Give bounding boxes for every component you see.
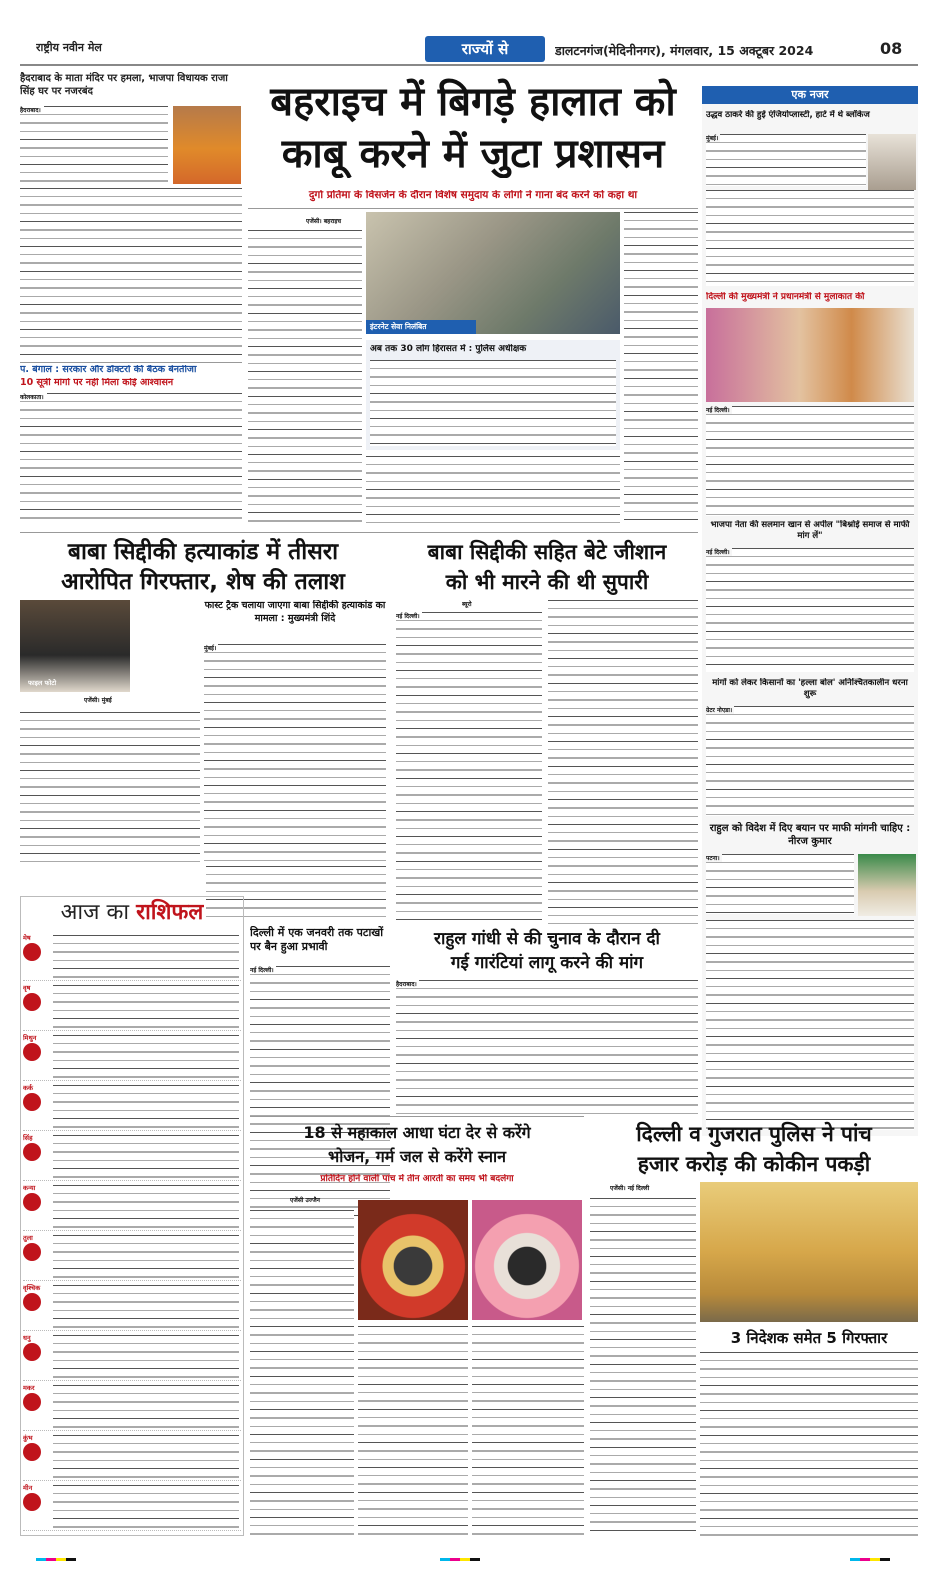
- rashi-symbol-icon: [23, 1243, 41, 1261]
- rashi-text: [53, 1285, 239, 1329]
- rashi-name: कन्या: [23, 1184, 36, 1192]
- dateline: नई दिल्ली।: [706, 407, 730, 414]
- photo-mahakal-idol-2: [472, 1200, 582, 1320]
- rashi-symbol-icon: [23, 1343, 41, 1361]
- rashi-row: [23, 1083, 241, 1131]
- story-rahul-guarantees: [396, 928, 698, 1118]
- body-col3: [472, 1326, 584, 1538]
- rashi-symbol-icon: [23, 943, 41, 961]
- dateline: पटना।: [706, 855, 720, 862]
- rashi-symbol-icon: [23, 1193, 41, 1211]
- rashi-name: कर्क: [23, 1084, 33, 1092]
- rashi-name: सिंह: [23, 1134, 33, 1142]
- rashifal-title: [21, 897, 243, 929]
- body-text: [20, 106, 168, 184]
- byline: ब्यूरो: [462, 601, 472, 608]
- photo-cocaine-packets: [700, 1182, 918, 1322]
- photo-mahakal-idol-1: [358, 1200, 468, 1320]
- rashi-row: [23, 1383, 241, 1431]
- title-plain: आज का: [60, 900, 130, 925]
- photo-label: फाइल फोटो: [28, 679, 57, 687]
- body-text: [20, 188, 242, 358]
- dateline: नई दिल्ली।: [396, 613, 420, 620]
- lead-deck: दुर्गा प्रतिमा के विसर्जन के दौरान विशेष समुदाय के लोगों ने गाना बंद करने को कहा था: [308, 190, 638, 201]
- rashi-text: [53, 1335, 239, 1379]
- rashifal-box: [20, 896, 244, 1536]
- lead-headline-line2: काबू करने में जुटा प्रशासन: [281, 131, 665, 177]
- rashi-name: मिथुन: [23, 1034, 37, 1042]
- photo-uddhav: [868, 134, 916, 190]
- rashi-text: [53, 1435, 239, 1479]
- sub-headline: फास्ट ट्रैक चलाया जाएगा बाबा सिद्दीकी हत्याकांड का मामला : मुख्यमंत्री शिंदे: [204, 600, 386, 624]
- headline-line2: को भी मारने की थी सुपारी: [445, 570, 649, 594]
- headline-line1: बाबा सिद्दीकी सहित बेटे जीशान: [427, 540, 667, 564]
- rashi-row: [23, 983, 241, 1031]
- rashi-text: [53, 1385, 239, 1429]
- story-siddiqui-supari: [396, 536, 698, 924]
- story-cocaine: [590, 1118, 918, 1538]
- rashi-row: [23, 1033, 241, 1081]
- subhead: 10 सूत्री मांगों पर नहीं मिला कोई आश्वासन: [20, 378, 174, 388]
- dateline: मुंबई।: [204, 645, 217, 652]
- lead-body-bottom: [366, 456, 620, 526]
- rashi-row: [23, 933, 241, 981]
- rashi-symbol-icon: [23, 1043, 41, 1061]
- dateline: नई दिल्ली।: [706, 549, 730, 556]
- rashi-name: वृष: [23, 984, 31, 992]
- masthead: [20, 36, 918, 66]
- lead-byline: एजेंसी। बहराइच: [306, 218, 342, 225]
- rashi-name: मीन: [23, 1484, 33, 1492]
- rashi-name: वृश्चिक: [23, 1284, 41, 1292]
- rashi-symbol-icon: [23, 1393, 41, 1411]
- headline-line1: राहुल गांधी से की चुनाव के दौरान दी: [434, 929, 660, 949]
- rashi-name: कुंभ: [23, 1434, 33, 1442]
- story-mahakal: [250, 1120, 584, 1540]
- rashi-text: [53, 935, 239, 979]
- item1-headline: उद्धव ठाकरे की हुई एंजियोप्लास्टी, हार्ट में थे ब्लॉकेज: [706, 110, 870, 120]
- photo-baba-siddiqui: [20, 600, 130, 692]
- item2-headline: दिल्ली की मुख्यमंत्री ने प्रधानमंत्री से मुलाकात की: [706, 292, 865, 302]
- section-tab: राज्यों से: [425, 36, 545, 62]
- rashi-row: [23, 1133, 241, 1181]
- rashi-text: [53, 1185, 239, 1229]
- sub-body: [204, 644, 386, 862]
- item3-headline: भाजपा नेता की सलमान खान से अपील "बिश्नोई समाज से माफी मांग लें": [710, 520, 910, 541]
- story-bengal: [20, 365, 242, 525]
- rashi-name: मेष: [23, 934, 31, 942]
- item4-body: [706, 706, 914, 816]
- ek-nazar-column: [702, 86, 918, 1136]
- body-col2: [548, 600, 698, 924]
- photo-pm-meeting: [706, 308, 914, 402]
- rashi-name: धनु: [23, 1334, 31, 1342]
- dateline: हैदराबाद।: [396, 981, 417, 988]
- rashi-name: मकर: [23, 1384, 35, 1392]
- item4-headline: मांगों को लेकर किसानों का 'हल्ला बोल' अनिश्चितकालीन धरना शुरू: [712, 678, 908, 699]
- page-number: 08: [880, 39, 903, 58]
- rashi-symbol-icon: [23, 993, 41, 1011]
- rashi-name: तुला: [23, 1234, 33, 1242]
- item1-body-cont: [706, 190, 914, 286]
- rashi-text: [53, 985, 239, 1029]
- headline-line2: हजार करोड़ की कोकीन पकड़ी: [637, 1152, 871, 1176]
- color-bar-center: [440, 1552, 500, 1561]
- dateline: कोलकाता।: [20, 393, 47, 401]
- headline: हैदराबाद के माता मंदिर पर हमला, भाजपा विधायक राजा सिंह घर पर नजरबंद: [20, 73, 228, 97]
- headline-line2: गई गारंटियां लागू करने की मांग: [450, 953, 644, 973]
- lead-body-col1: [248, 230, 362, 526]
- body-col1: [396, 612, 542, 924]
- rashi-symbol-icon: [23, 1093, 41, 1111]
- byline: एजेंसी। मुंबई: [84, 697, 112, 704]
- item3-body: [706, 548, 914, 672]
- photo-raja-singh: [173, 106, 241, 184]
- body: [396, 980, 698, 1116]
- rashi-text: [53, 1085, 239, 1129]
- headline: दिल्ली में एक जनवरी तक पटाखों पर बैन हुआ प्रभावी: [250, 926, 384, 953]
- byline: एजेंसी उज्जैन: [290, 1197, 320, 1204]
- byline: एजेंसी। नई दिल्ली: [610, 1185, 650, 1192]
- item2-body: [706, 406, 914, 516]
- sub-headline-box: [700, 1328, 918, 1348]
- color-bar-left: [36, 1552, 96, 1561]
- deck: प्रतिदिन होने वाली पांच में तीन आरती का समय भी बदलेगा: [320, 1174, 514, 1184]
- rashi-symbol-icon: [23, 1493, 41, 1511]
- rashi-row: [23, 1283, 241, 1331]
- rashi-symbol-icon: [23, 1143, 41, 1161]
- headline: प. बंगाल : सरकार और डॉक्टरों की बैठक बेनतीजा: [20, 365, 197, 375]
- body-col2: [700, 1352, 918, 1538]
- body-text: [20, 393, 242, 523]
- title-bold: राशिफल: [136, 900, 204, 925]
- headline-line2: आरोपित गिरफ्तार, शेष की तलाश: [61, 569, 345, 595]
- rashi-symbol-icon: [23, 1443, 41, 1461]
- item5-headline: राहुल को विदेश में दिए बयान पर माफी मांगनी चाहिए : नीरज कुमार: [709, 823, 911, 847]
- headline-line1: दिल्ली व गुजरात पुलिस ने पांच: [636, 1122, 872, 1146]
- body-col1: [590, 1198, 696, 1538]
- sub-story: [204, 600, 386, 862]
- body-col2: [358, 1326, 468, 1538]
- dateline: मुंबई।: [706, 135, 719, 142]
- story-siddiqui-arrest: [20, 536, 386, 866]
- dateline: नई दिल्ली।: [250, 967, 274, 974]
- box-text: [370, 360, 616, 446]
- rashi-text: [53, 1235, 239, 1279]
- item5-body: [706, 854, 854, 914]
- color-bar-right: [850, 1552, 910, 1561]
- masthead-logo: राष्ट्रीय नवीन मेल: [36, 41, 102, 54]
- rashi-row: [23, 1433, 241, 1481]
- headline-line1: बाबा सिद्दीकी हत्याकांड में तीसरा: [67, 539, 339, 565]
- rashifal-list: [23, 933, 241, 1533]
- item5-body-cont: [706, 920, 914, 1130]
- rashi-row: [23, 1233, 241, 1281]
- ek-nazar-header: एक नजर: [702, 86, 918, 104]
- rashi-row: [23, 1333, 241, 1381]
- rashi-row: [23, 1183, 241, 1231]
- rashi-text: [53, 1035, 239, 1079]
- headline-line2: भोजन, गर्म जल से करेंगे स्नान: [327, 1147, 507, 1166]
- dateline: हैदराबाद।: [20, 106, 44, 114]
- sub-headline: 3 निदेशक समेत 5 गिरफ्तार: [730, 1329, 888, 1347]
- body-col1: [250, 1210, 354, 1538]
- lead-photo: [366, 212, 620, 334]
- headline-line1: 18 से महाकाल आधा घंटा देर से करेंगे: [303, 1123, 531, 1142]
- dateline: डालटनगंज(मेदिनीनगर), मंगलवार, 15 अक्टूबर 2024: [555, 43, 814, 58]
- lead-box: [366, 340, 620, 450]
- story-hyderabad: [20, 72, 242, 362]
- lead-story: [248, 70, 698, 530]
- lead-body-col4: [624, 212, 698, 526]
- photo-neeraj-kumar: [858, 854, 916, 916]
- rashi-text: [53, 1135, 239, 1179]
- item1-body: [706, 134, 866, 186]
- rashi-text: [53, 1485, 239, 1529]
- box-headline: अब तक 30 लोग हिरासत में : पुलिस अधीक्षक: [370, 344, 527, 354]
- dateline: ग्रेटर नोएडा।: [706, 707, 733, 714]
- rashi-row: [23, 1483, 241, 1531]
- photo-caption: इंटरनेट सेवा निलंबित: [366, 320, 476, 334]
- rashi-symbol-icon: [23, 1293, 41, 1311]
- lead-headline-line1: बहराइच में बिगड़े हालात को: [270, 79, 676, 125]
- body-left: [20, 712, 200, 862]
